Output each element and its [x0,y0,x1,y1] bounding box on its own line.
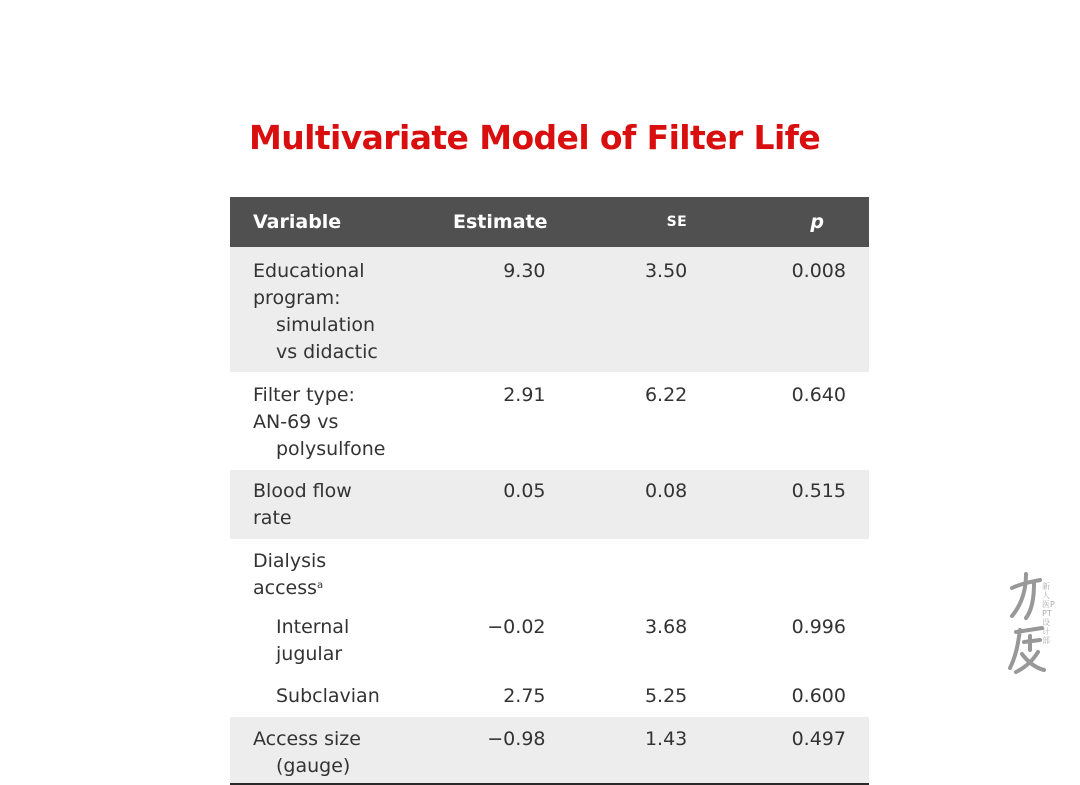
row-variable-sublabel: (gauge) [276,755,351,777]
row-se: 3.68 [644,616,688,638]
row-variable-label: Internal jugular [276,616,350,665]
table-row-dialysis-access [230,539,869,606]
row-estimate: 0.05 [390,470,550,539]
row-estimate: −0.02 [487,616,546,638]
row-variable-label: Educational program: [253,260,365,309]
row-se: 6.22 [644,384,688,406]
row-variable-cell [230,717,390,783]
footnote-marker: a [317,580,324,591]
row-se: 3.50 [550,247,710,372]
row-variable-sublabel: polysulfone [276,438,386,460]
row-p: 0.996 [791,616,846,638]
row-p: 0.640 [791,384,846,406]
row-variable-label: Blood flow rate [230,470,390,539]
table-row-blood-flow-rate [230,470,869,539]
table-row-internal-jugular [230,606,869,675]
row-p: 0.600 [791,685,846,707]
header-p: p [709,197,869,247]
filter-life-table [230,197,869,785]
row-p: 0.497 [709,717,869,783]
table-header-row [230,197,869,247]
row-estimate: −0.98 [390,717,550,783]
row-variable-cell [230,675,390,717]
row-variable-cell [230,247,390,372]
row-variable-sublabel: simulation vs didactic [276,314,378,363]
watermark-text: 新人医PPT设计部 [1042,582,1055,645]
row-se: 5.25 [644,685,688,707]
row-estimate: 9.30 [390,247,550,372]
row-estimate: 2.75 [503,685,546,707]
row-p: 0.008 [709,247,869,372]
table-row-filter-type [230,372,869,470]
row-variable-cell [230,372,390,470]
table-row-educational-program [230,247,869,372]
table-row-subclavian [230,675,869,717]
row-variable-cell [230,539,390,606]
header-se: SE [550,197,710,247]
row-variable-label: Access size [253,728,361,750]
brand-watermark [1008,570,1062,674]
row-se: 0.08 [550,470,710,539]
header-estimate: Estimate [390,197,550,247]
row-p: 0.515 [709,470,869,539]
slide-title: Multivariate Model of Filter Life [249,118,821,157]
header-variable: Variable [230,197,390,247]
results-table [230,197,869,783]
row-estimate: 2.91 [503,384,546,406]
row-variable-cell [230,606,390,675]
row-variable-label: Subclavian [276,685,380,707]
row-variable-label: Dialysis access [253,550,327,599]
row-se: 1.43 [550,717,710,783]
row-variable-label: Filter type: AN-69 vs [253,384,355,433]
table-row-access-size [230,717,869,783]
